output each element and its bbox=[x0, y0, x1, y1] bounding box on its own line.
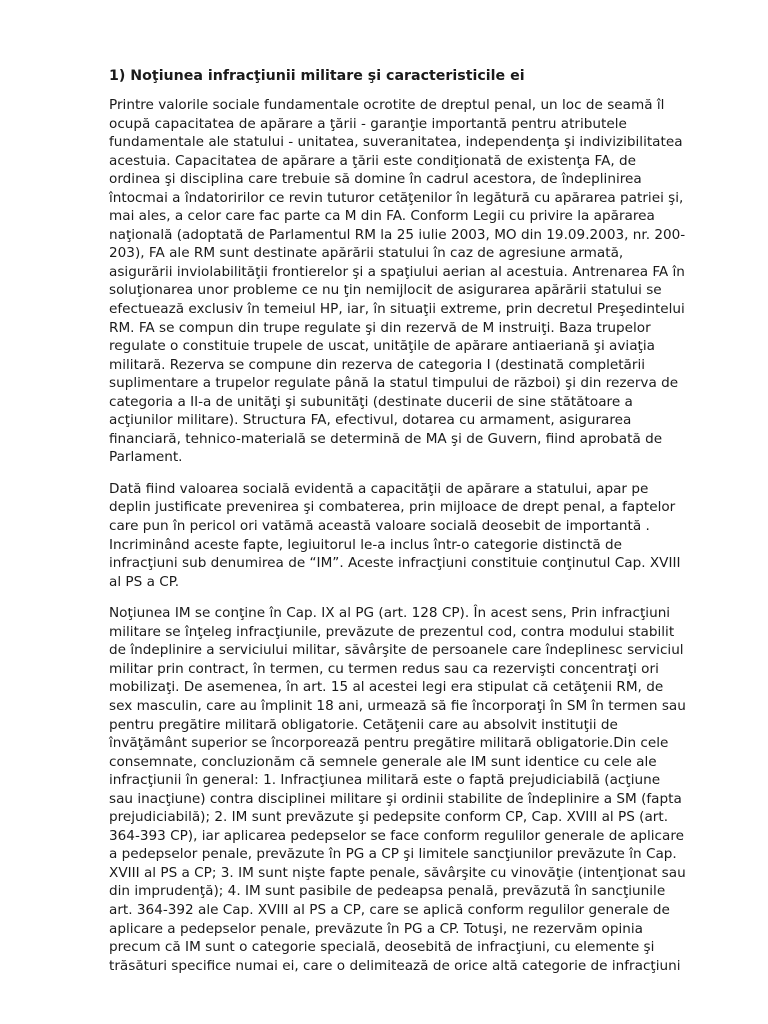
text-line: naţională (adoptată de Parlamentul RM la 25 iulie 2003, MO din 19.09.2003, nr. 200- bbox=[109, 226, 686, 243]
text-line: infracţiuni sub denumirea de “IM”. Aceste infracţiuni constituie conţinutul Cap. XVIII bbox=[109, 555, 681, 572]
text-line: militară. Rezerva se compune din rezerva de categoria I (destinată completării bbox=[109, 356, 646, 373]
text-line: mobilizaţi. De asemenea, în art. 15 al acestei legi era stipulat că cetăţenii RM, de bbox=[109, 679, 664, 696]
text-line: aplicare a pedepselor penale, prevăzute în PG a CP. Totuşi, ne rezervăm opinia bbox=[109, 920, 643, 937]
text-line: mai ales, a celor care fac parte ca M din FA. Conform Legii cu privire la apărarea bbox=[109, 208, 655, 225]
text-line: financiară, tehnico-materială se determină de MA şi de Guvern, fiind aprobată de bbox=[109, 430, 663, 447]
text-line: regulate o constituie trupele de uscat, unităţile de apărare antiaeriană şi aviaţia bbox=[109, 338, 655, 355]
text-line: categoria a II-a de unităţi şi subunităţi (destinate ducerii de sine stătătoare a bbox=[109, 393, 633, 410]
text-line: care pun în pericol ori vatămă această valoare socială deosebit de importantă . bbox=[109, 518, 650, 535]
text-line: Noţiunea IM se conţine în Cap. IX al PG (art. 128 CP). În acest sens, Prin infracţiuni bbox=[109, 605, 671, 622]
text-line: de îndeplinire a serviciului militar, săvârşite de persoanele care îndeplinesc serviciul bbox=[109, 642, 684, 659]
text-line: acţiunilor militare). Structura FA, efectivul, dotarea cu armament, asigurarea bbox=[109, 412, 632, 429]
paragraph-notion-of-military-offence bbox=[109, 604, 715, 975]
text-line: ordinea şi disciplina care trebuie să domine în cadrul acestora, de îndeplinirea bbox=[109, 171, 642, 188]
text-line: întocmai a îndatoririlor ce revin tuturor cetăţenilor în legătură cu apărarea patriei şi, bbox=[109, 189, 684, 206]
text-line: infracţiunii în general: 1. Infracţiunea militară este o faptă prejudiciabilă (acţiune bbox=[109, 772, 661, 789]
text-line: a pedepselor penale, prevăzute în PG a CP şi limitele sancţiunilor prevăzute în Cap. bbox=[109, 846, 677, 863]
text-line: acestuia. Capacitatea de apărare a ţării este condiţionată de existenţa FA, de bbox=[109, 152, 637, 169]
text-line: 203), FA ale RM sunt destinate apărării statului în caz de agresiune armată, bbox=[109, 245, 624, 262]
text-line: RM. FA se compun din trupe regulate şi din rezervă de M instruiţi. Baza trupelor bbox=[109, 319, 651, 336]
document-body bbox=[109, 66, 715, 988]
text-line: XVIII al PS a CP; 3. IM sunt nişte fapte penale, săvârşite cu vinovăţie (intenţionat sau bbox=[109, 864, 686, 881]
text-line: soluţionarea unor probleme ce nu ţin nemijlocit de asigurarea apărării statului se bbox=[109, 282, 662, 299]
text-line: Parlament. bbox=[109, 449, 183, 466]
text-line: învăţământ superior se încorporează pentru pregătire militară obligatorie.Din cele bbox=[109, 735, 669, 752]
text-line: sau inacţiune) contra disciplinei militare şi ordinii stabilite de îndeplinire a SM (fapta bbox=[109, 790, 682, 807]
text-line: deplin justificate prevenirea şi combaterea, prin mijloace de drept penal, a faptelor bbox=[109, 499, 676, 516]
paragraph-capacity-of-defence bbox=[109, 96, 715, 467]
text-line: ocupă capacitatea de apărare a ţării - garanţie importantă pentru atributele bbox=[109, 115, 627, 132]
text-line: efectuează exclusiv în temeiul HP, iar, în situaţii extreme, prin decretul Preşedintelui bbox=[109, 301, 685, 318]
text-line: sex masculin, care au împlinit 18 ani, urmează să fie încorporaţi în SM în termen sau bbox=[109, 697, 686, 714]
text-line: Incriminând aceste fapte, legiuitorul le-a inclus într-o categorie distinctă de bbox=[109, 536, 622, 553]
text-line: precum că IM sunt o categorie specială, deosebită de infracţiuni, cu elemente şi bbox=[109, 939, 655, 956]
text-line: militare se înţeleg infracţiunile, prevăzute de prezentul cod, contra modului stabilit bbox=[109, 623, 675, 640]
text-line: asigurării inviolabilităţii frontierelor şi a spaţiului aerian al acestuia. Antrenarea FA în bbox=[109, 263, 685, 280]
text-line: Printre valorile sociale fundamentale ocrotite de dreptul penal, un loc de seamă îl bbox=[109, 97, 665, 113]
text-line: prejudiciabilă); 2. IM sunt prevăzute şi pedepsite conform CP, Cap. XVIII al PS (art. bbox=[109, 809, 669, 826]
text-line: pentru pregătire militară obligatorie. Cetăţenii care au absolvit instituţii de bbox=[109, 716, 618, 733]
text-line: 364-393 CP), iar aplicarea pedepselor se face conform regulilor generale de aplicare bbox=[109, 827, 685, 844]
text-line: art. 364-392 ale Cap. XVIII al PS a CP, care se aplică conform regulilor generale de bbox=[109, 901, 670, 918]
paragraph-criminal-protection bbox=[109, 480, 715, 591]
text-line: al PS a CP. bbox=[109, 573, 180, 590]
text-line: consemnate, concluzionăm că semnele generale ale IM sunt identice cu cele ale bbox=[109, 753, 657, 770]
text-line: trăsături specifice numai ei, care o delimitează de orice altă categorie de infracţiuni bbox=[109, 957, 681, 974]
text-line: militar prin contract, în termen, cu termen redus sau ca rezervişti concentraţi ori bbox=[109, 660, 659, 677]
text-line: din imprudenţă); 4. IM sunt pasibile de pedeapsa penală, prevăzută în sancţiunile bbox=[109, 883, 666, 900]
text-line: fundamentale ale statului - unitatea, suveranitatea, independenţa şi indivizibilitatea bbox=[109, 134, 683, 151]
section-heading: 1) Noţiunea infracţiunii militare şi caracteristicile ei bbox=[109, 68, 525, 84]
text-line: Dată fiind valoarea socială evidentă a capacităţii de apărare a statului, apar pe bbox=[109, 480, 649, 497]
text-line: suplimentare a trupelor regulate până la statul timpului de război) şi din rezerva de bbox=[109, 375, 679, 392]
